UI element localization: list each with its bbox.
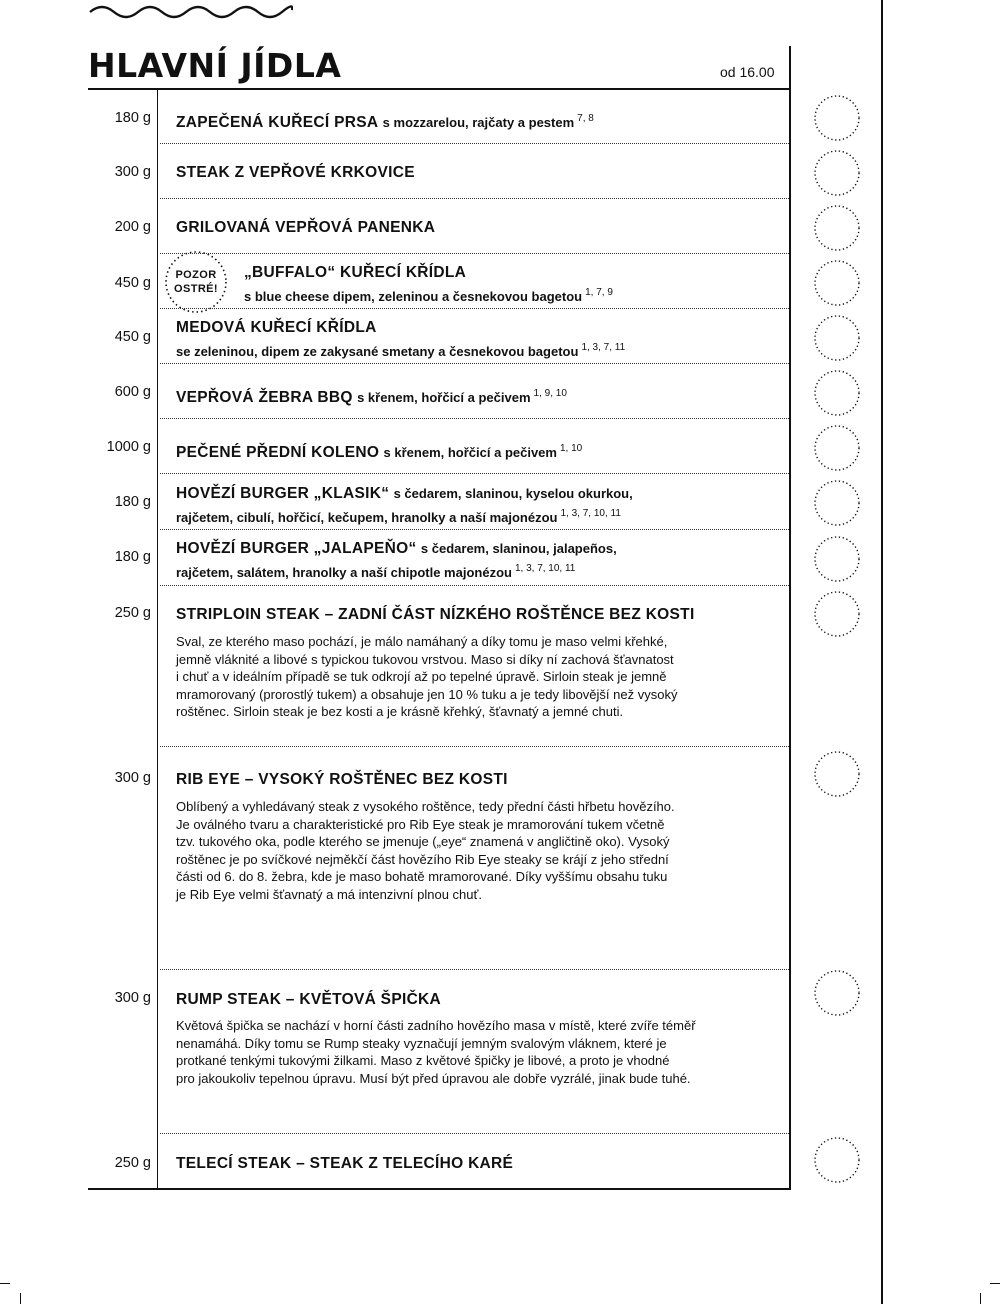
description-line: tzv. tukového oka, podle kterého se jmenuje („eye“ znamená v angličtině oko). Vysoký	[176, 834, 670, 849]
item-weight: 600 g	[114, 384, 151, 400]
description-line: roštěnec je po svíčkové nejměkčí část hovězího Rib Eye steaky se krájí z jeho střední	[176, 851, 669, 867]
dotted-circle-icon	[813, 424, 861, 472]
description-line: protkané tenkými tukovými žilkami. Maso z květové špičky je libové, a proto je vhodné	[176, 1053, 670, 1068]
menu-item	[244, 263, 784, 307]
item-allergens: 1, 3, 7, 10, 11	[560, 508, 621, 519]
item-weight: 300 g	[114, 164, 151, 180]
row-separator	[160, 969, 789, 970]
item-name: TELECÍ STEAK – STEAK Z TELECÍHO KARÉ	[176, 1155, 514, 1172]
item-description: s čedarem, slaninou, jalapeños,	[420, 541, 617, 556]
row-separator	[160, 143, 789, 144]
description-line: jemně vláknité a libové s typickou tukovou vrstvou. Maso si díky ní zachová šťavnatost	[176, 651, 674, 667]
item-weight: 300 g	[114, 990, 151, 1006]
item-description: se zeleninou, dipem ze zakysané smetany a česnekovou bagetou	[176, 344, 579, 359]
description-line: Je oválného tvaru a charakteristické pro Rib Eye steak je mramorování tukem včetně	[176, 816, 665, 832]
item-weight: 250 g	[114, 605, 151, 621]
item-weight: 250 g	[114, 1155, 151, 1171]
item-name: GRILOVANÁ VEPŘOVÁ PANENKA	[176, 219, 436, 236]
dotted-circle-icon	[813, 750, 861, 798]
item-description-paragraph	[176, 798, 746, 903]
row-separator	[160, 363, 789, 364]
page-title: HLAVNÍ JÍDLA	[88, 46, 342, 85]
row-separator	[160, 473, 789, 474]
dotted-circle-icon	[813, 204, 861, 252]
menu-item	[176, 109, 776, 133]
item-description: s křenem, hořčicí a pečivem	[383, 445, 557, 460]
description-line: nenamáhá. Díky tomu se Rump steaky vyznačují jemným svalovým vláknem, které je	[176, 1035, 667, 1051]
menu-frame-right	[789, 88, 791, 1190]
item-name: RIB EYE – VYSOKÝ ROŠTĚNEC BEZ KOSTI	[176, 771, 508, 788]
item-name: HOVĚZÍ BURGER „JALAPEŇO“	[176, 540, 417, 557]
crop-mark	[980, 1293, 981, 1304]
dotted-circle-icon	[813, 479, 861, 527]
row-separator	[160, 1133, 789, 1134]
dotted-circle-icon	[813, 259, 861, 307]
menu-item	[176, 384, 776, 408]
menu-frame-top	[88, 88, 791, 90]
item-description-paragraph	[176, 1017, 746, 1087]
item-weight: 1000 g	[106, 439, 151, 455]
item-description-paragraph	[176, 633, 746, 721]
dotted-circle-icon	[813, 590, 861, 638]
item-name: STEAK Z VEPŘOVÉ KRKOVICE	[176, 164, 415, 181]
menu-item	[176, 539, 776, 583]
description-line: Oblíbený a vyhledávaný steak z vysokého roštěnce, tedy přední části hřbetu hovězího.	[176, 799, 675, 814]
page-right-rule	[881, 0, 883, 1304]
row-separator	[160, 253, 789, 254]
serving-time: od 16.00	[720, 64, 775, 80]
row-separator	[160, 746, 789, 747]
dotted-circle-icon	[813, 314, 861, 362]
item-description: rajčetem, cibulí, hořčicí, kečupem, hranolky a naší majonézou	[176, 510, 558, 525]
description-line: je Rib Eye velmi šťavnatý a má intenzivní plnou chuť.	[176, 886, 483, 902]
menu-frame-right-cap	[789, 46, 791, 90]
spicy-warning-line: POZOR	[175, 269, 217, 281]
item-description: s mozzarelou, rajčaty a pestem	[382, 115, 575, 130]
menu-item	[176, 218, 776, 238]
item-description: s čedarem, slaninou, kyselou okurkou,	[393, 486, 633, 501]
item-name: STRIPLOIN STEAK – ZADNÍ ČÁST NÍZKÉHO ROŠTĚNCE BEZ KOSTI	[176, 606, 695, 623]
menu-item	[176, 1154, 776, 1174]
item-weight: 200 g	[114, 219, 151, 235]
item-description: rajčetem, salátem, hranolky a naší chipotle majonézou	[176, 565, 512, 580]
description-line: Květová špička se nachází v horní části zadního hovězího masa v místě, které zvíře téměř	[176, 1018, 696, 1033]
dotted-circle-icon	[813, 94, 861, 142]
item-name: ZAPEČENÁ KUŘECÍ PRSA	[176, 114, 379, 131]
dotted-circle-icon	[813, 535, 861, 583]
item-weight: 180 g	[114, 110, 151, 126]
menu-item	[176, 770, 776, 790]
item-name: MEDOVÁ KUŘECÍ KŘÍDLA	[176, 319, 377, 336]
weight-column-divider	[157, 88, 158, 1190]
item-description: s blue cheese dipem, zeleninou a česnekovou bagetou	[244, 289, 583, 304]
item-name: PEČENÉ PŘEDNÍ KOLENO	[176, 444, 380, 461]
row-separator	[160, 529, 789, 530]
item-allergens: 1, 9, 10	[533, 388, 567, 399]
wave-ornament-icon	[88, 0, 293, 28]
dotted-circle-icon	[813, 1136, 861, 1184]
item-weight: 300 g	[114, 770, 151, 786]
row-separator	[160, 198, 789, 199]
item-weight: 180 g	[114, 494, 151, 510]
menu-item	[176, 605, 776, 625]
crop-mark	[20, 1293, 21, 1304]
spicy-warning-line: OSTRÉ!	[174, 283, 218, 295]
dotted-circle-icon	[813, 969, 861, 1017]
menu-item	[176, 990, 776, 1010]
crop-mark	[0, 1283, 10, 1284]
description-line: roštěnec. Sirloin steak je bez kosti a je krásně křehký, šťavnatý a jemné chuti.	[176, 704, 624, 719]
row-separator	[160, 418, 789, 419]
description-line: Sval, ze kterého maso pochází, je málo namáhaný a díky tomu je maso velmi křehké,	[176, 634, 668, 649]
item-allergens: 1, 10	[559, 443, 583, 454]
menu-item	[176, 318, 776, 362]
menu-item	[176, 163, 776, 183]
item-weight: 450 g	[114, 275, 151, 291]
item-allergens: 1, 7, 9	[585, 287, 613, 298]
dotted-circle-icon	[813, 149, 861, 197]
description-line: pro jakoukoliv tepelnou úpravu. Musí být před úpravou ale dobře vyzrálé, jinak bude tuhé.	[176, 1070, 691, 1086]
description-line: části od 6. do 8. žebra, kde je maso bohatě mramorované. Díky vyššímu obsahu tuku	[176, 869, 668, 884]
item-allergens: 7, 8	[577, 113, 594, 124]
dotted-circle-icon	[813, 369, 861, 417]
spicy-warning-label	[166, 268, 226, 296]
menu-frame-bottom	[88, 1188, 791, 1190]
menu-item	[176, 484, 776, 528]
description-line: mramorovaný (prorostlý tukem) a obsahuje jen 10 % tuku a je tedy libovější než vysoký	[176, 686, 678, 702]
row-separator	[160, 308, 789, 309]
item-weight: 180 g	[114, 549, 151, 565]
menu-item	[176, 439, 776, 463]
item-weight: 450 g	[114, 329, 151, 345]
item-name: RUMP STEAK – KVĚTOVÁ ŠPIČKA	[176, 991, 442, 1008]
item-description: s křenem, hořčicí a pečivem	[357, 390, 531, 405]
description-line: i chuť a v ideálním případě se tuk odkrojí až po tepelné úpravě. Sirloin steak je jemně	[176, 669, 667, 684]
item-name: HOVĚZÍ BURGER „KLASIK“	[176, 485, 390, 502]
item-name: VEPŘOVÁ ŽEBRA BBQ	[176, 389, 353, 406]
item-allergens: 1, 3, 7, 10, 11	[514, 563, 576, 574]
row-separator	[160, 585, 789, 586]
item-allergens: 1, 3, 7, 11	[581, 342, 626, 353]
crop-mark	[990, 1283, 1000, 1284]
item-name: „BUFFALO“ KUŘECÍ KŘÍDLA	[244, 264, 467, 281]
